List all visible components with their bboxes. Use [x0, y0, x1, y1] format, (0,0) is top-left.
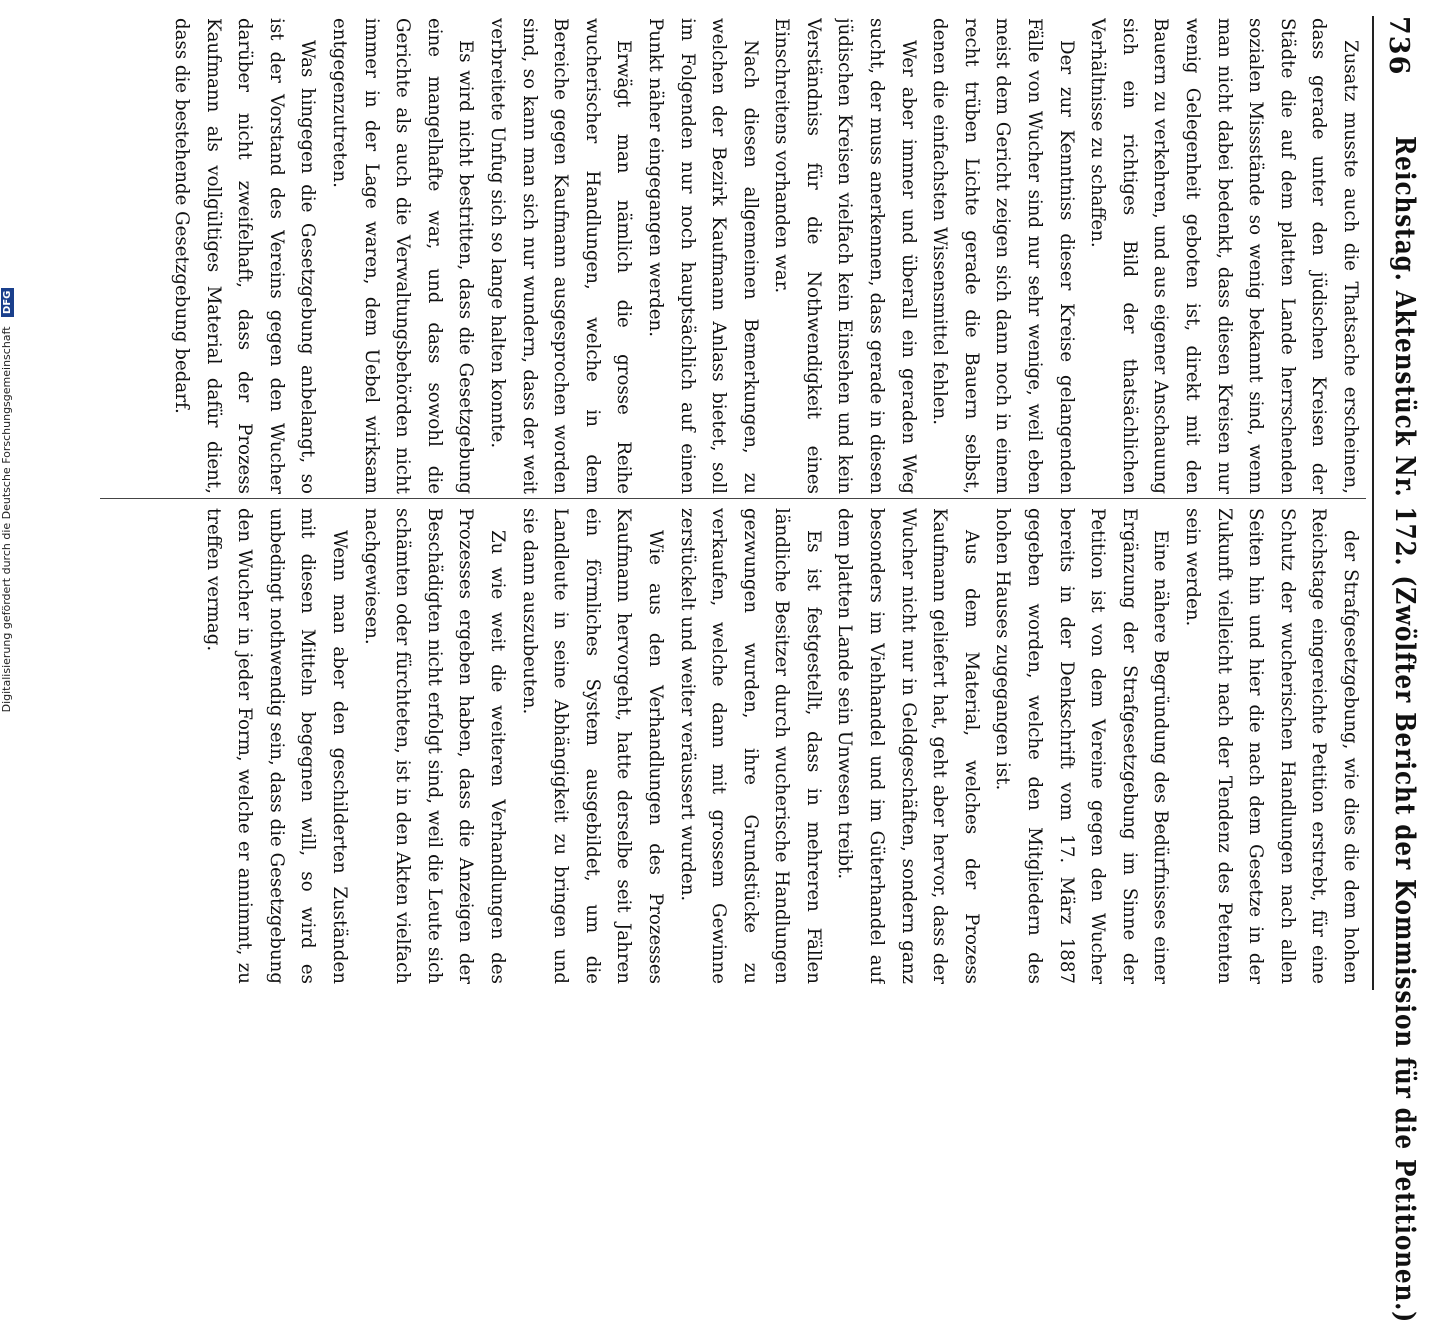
paragraph: Der zur Kenntniss dieser Kreise gelangenden Fälle von Wucher sind nur sehr wenige, weil eben meist dem Gericht zeigen sich dann noch in einem recht trüben Lichte gerade die Bauern selbst, denen die einfachsten Wissensmittel fehlen. — [929, 18, 1077, 494]
paragraph: Zu wie weit die weiteren Verhandlungen des Prozesses ergeben haben, dass die Anzeigen der Beschädigten nicht erfolgt sind, weil die Leute sich schämten oder fürchteten, ist in den Akten vielfach nachgewiesen. — [360, 508, 508, 984]
column-divider — [100, 498, 1366, 499]
credit-text: Digitalisierung gefördert durch die Deutsche Forschungsgemeinschaft — [0, 326, 13, 713]
page-number: 736 — [1383, 16, 1414, 76]
paragraph: Eine nähere Begründung des Bedürfnisses einer Ergänzung der Strafgesetzgebung im Sinne der Petition ist von dem Vereine gegen den Wucher bereits in der Denkschrift vom 17. März 1887 gegeben worden, welche den Mitgliedern des hohen Hauses zugegangen ist. — [992, 508, 1172, 984]
header-title: Reichstag. Aktenstück Nr. 172. (Zwölfter Bericht der Kommission für die Petitionen.) — [1389, 136, 1420, 1323]
dfg-logo: DFG — [1, 288, 14, 317]
text-column-right — [100, 508, 1366, 984]
paragraph: Es ist festgestellt, dass in mehreren Fällen ländliche Besitzer durch wucherische Handlungen gezwungen wurden, ihre Grundstücke zu verkaufen, welche dann mit grossem Gewinne zerstückelt und weiter veräussert wurden. — [676, 508, 824, 984]
paragraph: Wenn man aber den geschilderten Zuständen mit diesen Mitteln begegnen will, so wird es unbedingt nothwendig sein, dass die Gesetzgebung den Wucher in jeder Form, welche er annimmt, zu treffen vermag. — [202, 508, 350, 984]
text-column-left — [100, 18, 1366, 494]
paragraph: Zusatz musste auch die Thatsache erscheinen, dass gerade unter den jüdischen Kreisen der Städte die auf dem platten Lande herrschenden sozialen Missstände so wenig bekannt sind, wenn man nicht dabei bedenkt, dass diesen Kreisen nur wenig Gelegenheit geboten ist, direkt mit den Bauern zu verkehren, und aus eigener Anschauung sich ein richtiges Bild der thatsächlichen Verhältnisse zu schaffen. — [1087, 18, 1361, 494]
paragraph: Was hingegen die Gesetzgebung anbelangt, so ist der Vorstand des Vereins gegen den Wucher darüber nicht zweifelhaft, dass der Prozess Kaufmann als vollgültiges Material dafür dient, dass die bestehende Gesetzgebung bedarf. — [171, 18, 319, 494]
digitization-credit — [0, 0, 22, 1000]
paragraph: der Strafgesetzgebung, wie dies die dem hohen Reichstage eingereichte Petition erstrebt, für eine Schutz der wucherischen Handlungen nach allen Seiten hin und hier die nach dem Gesetze in der Zukunft vielleicht nach der Tendenz des Petenten sein werden. — [1182, 508, 1361, 984]
rotated-document-page — [80, 0, 1432, 1323]
paragraph: Aus dem Material, welches der Prozess Kaufmann geliefert hat, geht aber hervor, dass der Wucher nicht nur in Geldgeschäften, sondern ganz besonders im Viehhandel und im Güterhandel auf dem platten Lande sein Unwesen treibt. — [834, 508, 982, 984]
paragraph: Erwägt man nämlich die grosse Reihe wucherischer Handlungen, welche in dem Bereiche gegen Kaufmann ausgesprochen worden sind, so kann man sich nur wundern, dass der weit verbreitete Unfug sich so lange halten konnte. — [486, 18, 635, 494]
paragraph: Wie aus den Verhandlungen des Prozesses Kaufmann hervorgeht, hatte derselbe seit Jahren ein förmliches System ausgebildet, um die Landleute in seine Abhängigkeit zu bringen und sie dann auszubeuten. — [518, 508, 666, 984]
paragraph: Wer aber immer und überall ein geraden Weg sucht, der muss anerkennen, dass gerade in diesen jüdischen Kreisen vielfach kein Einsehen und kein Verständniss für die Nothwendigkeit eines Einschreitens vorhanden war. — [771, 18, 919, 494]
paragraph: Es wird nicht bestritten, dass die Gesetzgebung eine mangelhafte war, und dass sowohl die Gerichte als auch die Verwaltungsbehörden nicht immer in der Lage waren, dem Uebel wirksam entgegenzutreten. — [329, 18, 477, 494]
header-rule — [1372, 16, 1374, 990]
running-head — [1378, 16, 1422, 1323]
paragraph: Nach diesen allgemeinen Bemerkungen, zu welchen der Bezirk Kaufmann Anlass bietet, soll im Folgenden nur noch hauptsächlich auf einen Punkt näher eingegangen werden. — [644, 18, 761, 494]
